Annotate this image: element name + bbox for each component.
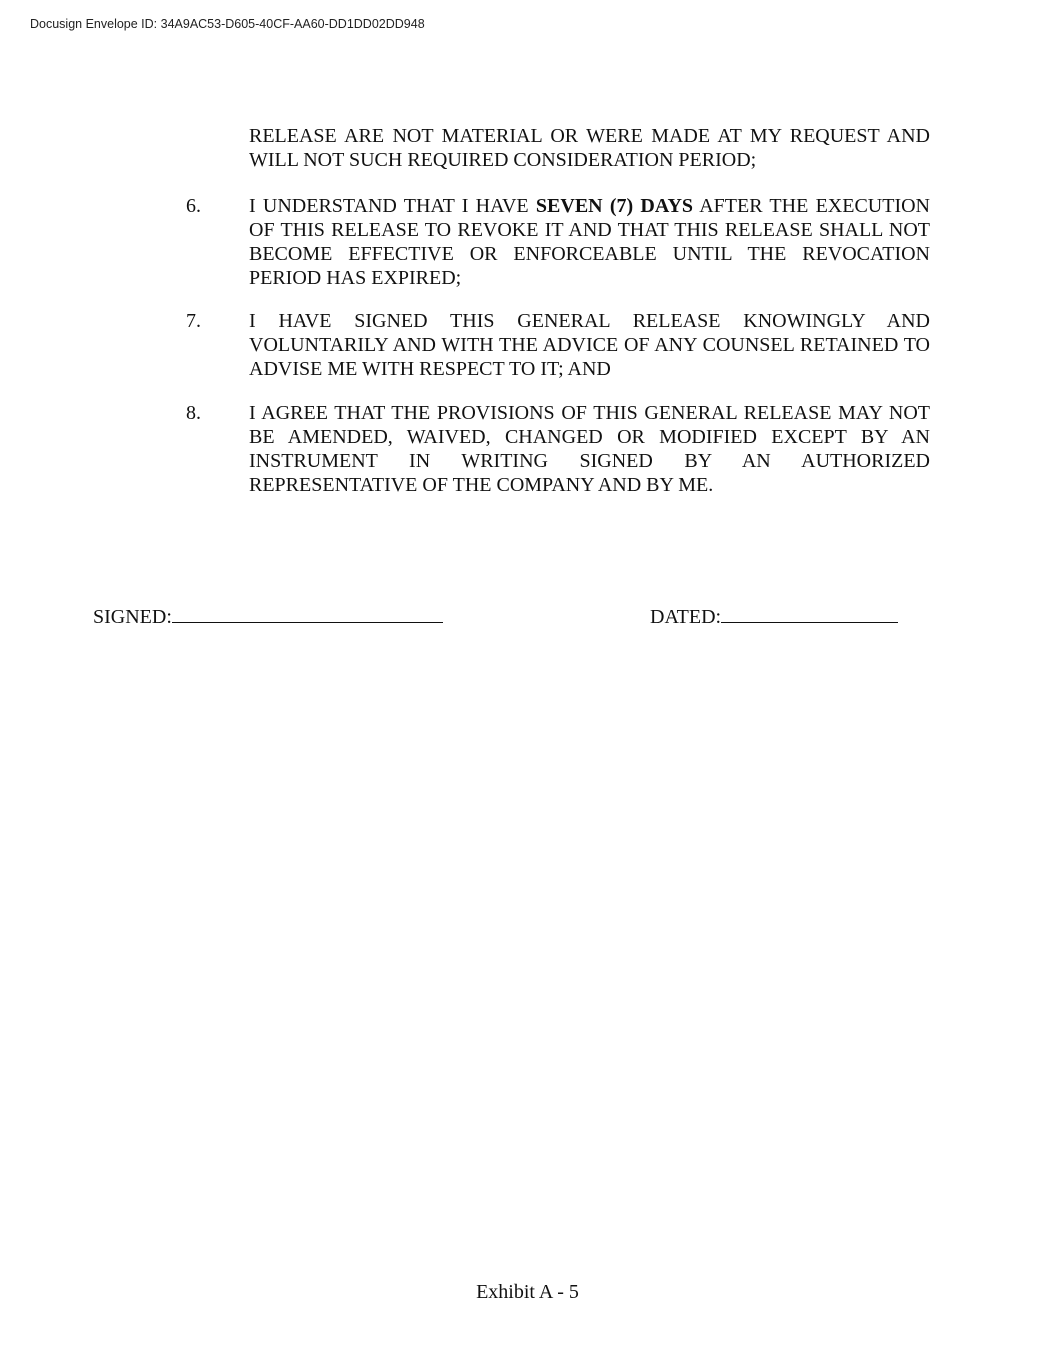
item-8-number: 8. (186, 402, 201, 424)
item-7-text: I HAVE SIGNED THIS GENERAL RELEASE KNOWINGLY AND VOLUNTARILY AND WITH THE ADVICE OF ANY COUNSEL RETAINED TO ADVISE ME WITH RESPECT TO IT; AND (249, 310, 930, 380)
dated-field (650, 605, 898, 629)
signed-field (93, 605, 443, 629)
dated-line[interactable] (721, 605, 898, 623)
signed-label: SIGNED: (93, 606, 172, 628)
page-footer: Exhibit A - 5 (476, 1281, 579, 1303)
item-6-text (249, 194, 930, 290)
item-6-text-before: I UNDERSTAND THAT I HAVE (249, 195, 536, 217)
signed-line[interactable] (172, 605, 443, 623)
item-6-bold-days: SEVEN (7) DAYS (535, 195, 694, 217)
item-7-number: 7. (186, 310, 201, 332)
continuation-paragraph: RELEASE ARE NOT MATERIAL OR WERE MADE AT MY REQUEST AND WILL NOT SUCH REQUIRED CONSIDERATION PERIOD; (249, 125, 930, 171)
item-8-text: I AGREE THAT THE PROVISIONS OF THIS GENERAL RELEASE MAY NOT BE AMENDED, WAIVED, CHANGED OR MODIFIED EXCEPT BY AN INSTRUMENT IN WRITING SIGNED BY AN AUTHORIZED REPRESENTATIVE OF THE COMPANY AND BY ME. (249, 402, 930, 496)
dated-label: DATED: (650, 606, 722, 628)
item-6-text-after: AFTER THE EXECUTION OF THIS RELEASE TO REVOKE IT AND THAT THIS RELEASE SHALL NOT BECOME EFFECTIVE OR ENFORCEABLE UNTIL THE REVOCATION PERIOD HAS EXPIRED; (249, 195, 930, 289)
item-6-number: 6. (186, 195, 201, 217)
envelope-id: Docusign Envelope ID: 34A9AC53-D605-40CF-AA60-DD1DD02DD948 (30, 17, 425, 31)
